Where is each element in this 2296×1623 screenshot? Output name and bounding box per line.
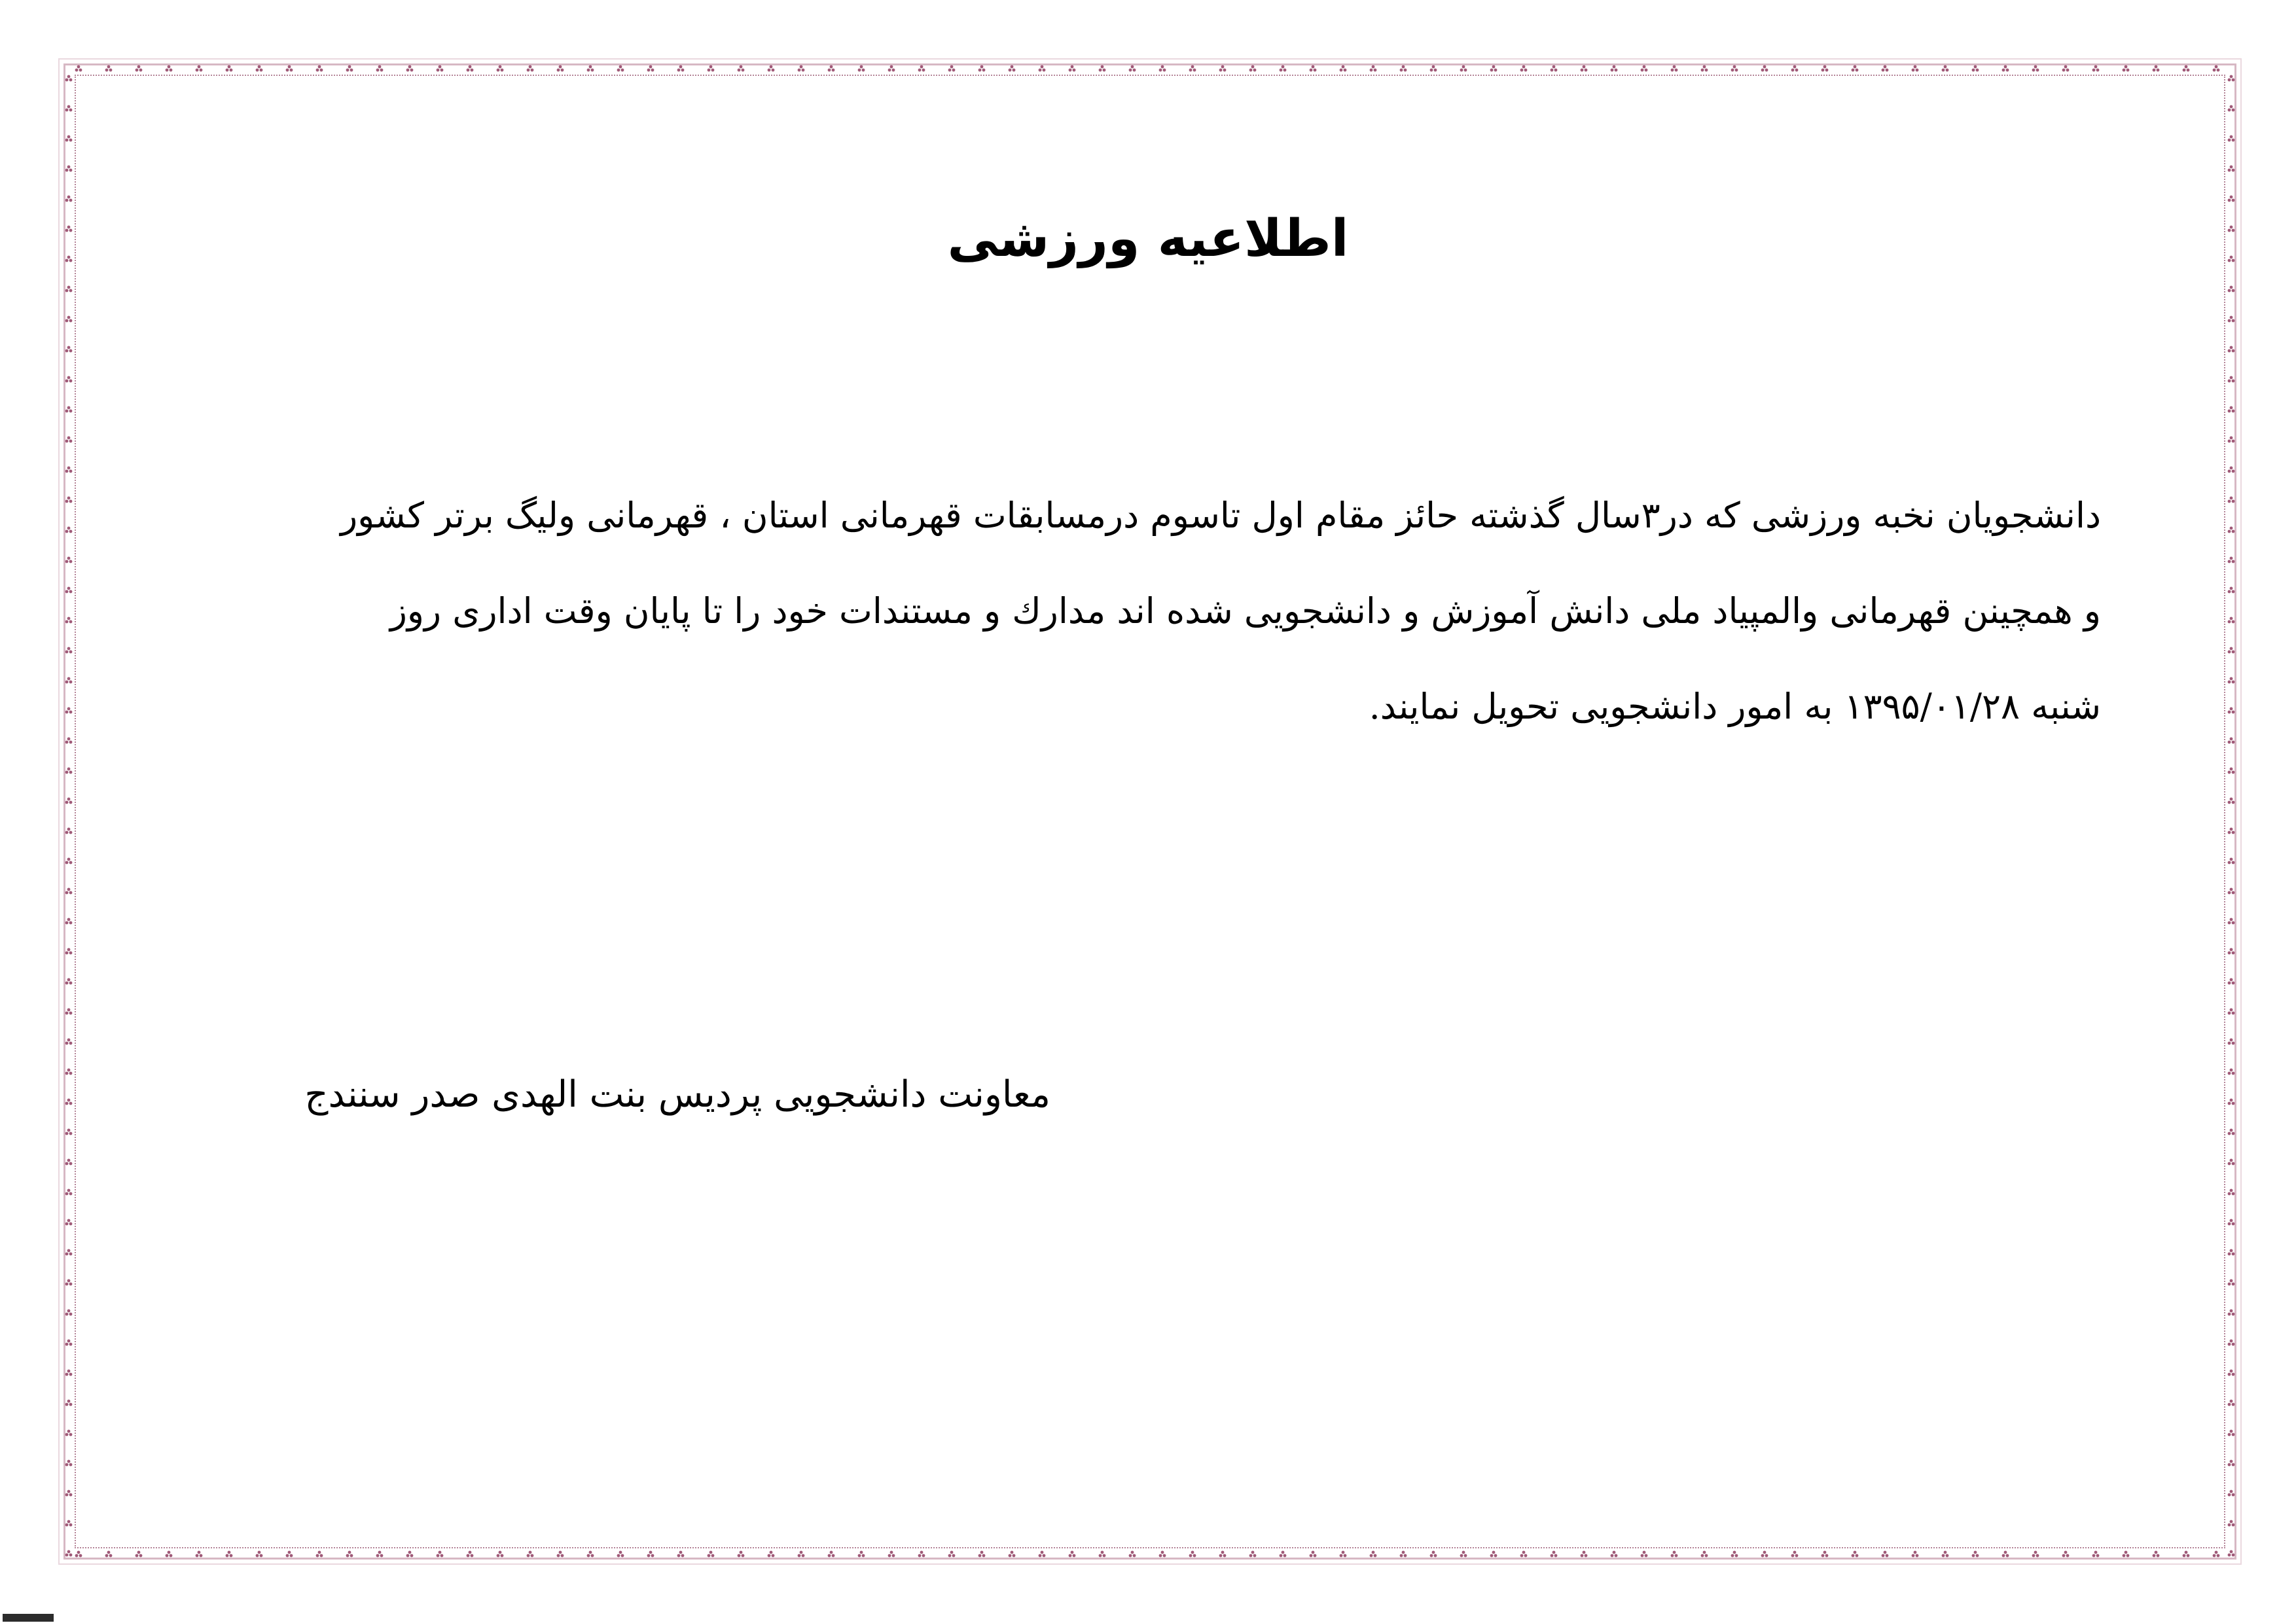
flower-dot-icon <box>768 1551 775 1558</box>
flower-dot-icon <box>346 65 353 72</box>
flower-dot-icon <box>1490 65 1498 72</box>
flower-dot-icon <box>1099 65 1106 72</box>
flower-dot-icon <box>1551 1551 1558 1558</box>
flower-dot-icon <box>1430 1551 1437 1558</box>
flower-dot-icon <box>1701 65 1708 72</box>
flower-dot-icon <box>135 65 143 72</box>
flower-dot-icon <box>2228 1039 2235 1045</box>
body-line-3: شنبه ۱۳۹۵/۰۱/۲۸ به امور دانشجویی تحویل نمایند. <box>1369 686 2101 727</box>
flower-dot-icon <box>2228 527 2235 533</box>
flower-dot-icon <box>65 828 73 834</box>
flower-dot-icon <box>166 65 173 72</box>
flower-dot-icon <box>1280 1551 1287 1558</box>
flower-dot-icon <box>1972 1551 1979 1558</box>
flower-dot-icon <box>2228 497 2235 503</box>
flower-dot-icon <box>1701 1551 1708 1558</box>
flower-dot-icon <box>2228 376 2235 383</box>
flower-dot-icon <box>978 65 986 72</box>
flower-dot-icon <box>65 948 73 955</box>
flower-dot-icon <box>2228 467 2235 473</box>
flower-dot-icon <box>1972 65 1979 72</box>
flower-dot-icon <box>858 1551 865 1558</box>
flower-dot-icon <box>2228 1249 2235 1256</box>
flower-dot-icon <box>2228 1099 2235 1105</box>
flower-dot-icon <box>256 65 263 72</box>
flower-dot-icon <box>65 707 73 714</box>
flower-dot-icon <box>65 858 73 865</box>
flower-dot-icon <box>2153 65 2160 72</box>
flower-dot-icon <box>65 1039 73 1045</box>
flower-dot-icon <box>65 647 73 654</box>
flower-dot-icon <box>135 1551 143 1558</box>
flower-dot-icon <box>65 1400 73 1406</box>
flower-dot-icon <box>1641 1551 1648 1558</box>
flower-dot-icon <box>978 1551 986 1558</box>
flower-dot-icon <box>2153 1551 2160 1558</box>
flower-dot-icon <box>1370 65 1377 72</box>
flower-dot-icon <box>65 978 73 985</box>
flower-dot-icon <box>2228 1189 2235 1196</box>
flower-dot-icon <box>1611 1551 1618 1558</box>
flower-dot-icon <box>1340 65 1347 72</box>
flower-dot-icon <box>1671 1551 1678 1558</box>
flower-dot-icon <box>65 467 73 473</box>
flower-dot-icon <box>65 1008 73 1015</box>
flower-dot-icon <box>527 65 534 72</box>
flower-dot-icon <box>2062 65 2070 72</box>
flower-dot-icon <box>196 65 203 72</box>
flower-dot-icon <box>65 918 73 925</box>
flower-dot-icon <box>2228 1159 2235 1166</box>
flower-dot-icon <box>2092 65 2100 72</box>
flower-dot-icon <box>2228 888 2235 895</box>
flower-dot-icon <box>497 65 504 72</box>
flower-dot-icon <box>2228 768 2235 774</box>
flower-dot-icon <box>226 65 233 72</box>
flower-dot-icon <box>2228 798 2235 804</box>
flower-dot-icon <box>1882 65 1889 72</box>
flower-dot-icon <box>1671 65 1678 72</box>
flower-dot-icon <box>828 1551 835 1558</box>
flower-dot-icon <box>1400 1551 1407 1558</box>
flower-dot-icon <box>1069 65 1076 72</box>
flower-dot-icon <box>2228 437 2235 443</box>
body-line-2: و همچینن قهرمانی والمپیاد ملی دانش آموزش و دانشجویی شده اند مدارك و مستندات خود را تا پایان وقت اداری روز <box>389 590 2101 632</box>
page-title: اطلاعیه ورزشی <box>947 209 1349 268</box>
flower-dot-icon <box>65 1129 73 1135</box>
flower-dot-icon <box>196 1551 203 1558</box>
flower-dot-icon <box>2228 858 2235 865</box>
flower-dot-icon <box>65 1520 73 1527</box>
flower-dot-icon <box>226 1551 233 1558</box>
flower-dot-icon <box>1310 65 1317 72</box>
flower-dot-icon <box>617 1551 624 1558</box>
flower-dot-icon <box>75 65 82 72</box>
flower-dot-icon <box>65 135 73 142</box>
flower-dot-icon <box>2228 978 2235 985</box>
flower-dot-icon <box>1611 65 1618 72</box>
flower-dot-icon <box>65 1310 73 1316</box>
flower-dot-icon <box>2228 1310 2235 1316</box>
flower-dot-icon <box>2228 1008 2235 1015</box>
flower-dot-icon <box>1731 65 1738 72</box>
flower-dot-icon <box>65 1370 73 1376</box>
flower-dot-icon <box>467 65 474 72</box>
flower-dot-icon <box>1821 65 1829 72</box>
flower-dot-icon <box>2228 918 2235 925</box>
flower-dot-icon <box>557 1551 564 1558</box>
flower-dot-icon <box>2213 65 2220 72</box>
flower-dot-icon <box>1551 65 1558 72</box>
flower-dot-icon <box>557 65 564 72</box>
flower-dot-icon <box>1310 1551 1317 1558</box>
flower-dot-icon <box>1942 65 1949 72</box>
flower-dot-icon <box>105 65 113 72</box>
flower-dot-icon <box>768 65 775 72</box>
flower-dot-icon <box>888 65 895 72</box>
flower-dot-icon <box>1219 1551 1227 1558</box>
flower-dot-icon <box>65 1430 73 1436</box>
flower-dot-icon <box>2228 346 2235 353</box>
flower-dot-icon <box>1159 1551 1166 1558</box>
flower-dot-icon <box>2228 677 2235 684</box>
flower-dot-icon <box>1852 1551 1859 1558</box>
flower-dot-icon <box>497 1551 504 1558</box>
flower-dot-icon <box>2123 1551 2130 1558</box>
footer-watermark <box>3 1614 54 1622</box>
flower-dot-icon <box>316 65 323 72</box>
flower-dot-icon <box>1159 65 1166 72</box>
flower-dot-icon <box>65 1490 73 1497</box>
flower-dot-icon <box>1761 1551 1768 1558</box>
flower-dot-icon <box>2183 1551 2190 1558</box>
flower-dot-icon <box>2228 1370 2235 1376</box>
flower-dot-icon <box>1249 65 1257 72</box>
flower-dot-icon <box>677 65 685 72</box>
flower-dot-icon <box>1039 1551 1046 1558</box>
flower-dot-icon <box>888 1551 895 1558</box>
flower-dot-icon <box>587 65 594 72</box>
flower-dot-icon <box>1581 1551 1588 1558</box>
flower-dot-icon <box>2228 1069 2235 1075</box>
flower-dot-icon <box>2228 1129 2235 1135</box>
flower-dot-icon <box>75 1551 82 1558</box>
flower-dot-icon <box>2228 647 2235 654</box>
flower-dot-icon <box>346 1551 353 1558</box>
flower-dot-icon <box>708 1551 715 1558</box>
flower-dot-icon <box>918 1551 925 1558</box>
flower-dot-icon <box>65 1340 73 1346</box>
flower-dot-icon <box>708 65 715 72</box>
flower-dot-icon <box>1340 1551 1347 1558</box>
flower-dot-icon <box>1099 1551 1106 1558</box>
flower-dot-icon <box>2228 1219 2235 1226</box>
flower-dot-icon <box>527 1551 534 1558</box>
flower-dot-icon <box>65 316 73 323</box>
flower-dot-icon <box>2228 1520 2235 1527</box>
flower-dot-icon <box>2032 1551 2039 1558</box>
flower-dot-icon <box>2228 738 2235 744</box>
flower-dot-icon <box>1882 1551 1889 1558</box>
flower-dot-icon <box>2228 166 2235 172</box>
flower-dot-icon <box>2228 1279 2235 1286</box>
flower-dot-icon <box>2002 1551 2009 1558</box>
flower-dot-icon <box>2228 587 2235 594</box>
flower-dot-icon <box>647 1551 655 1558</box>
flower-dot-icon <box>65 286 73 293</box>
flower-dot-icon <box>65 497 73 503</box>
flower-dot-icon <box>2123 65 2130 72</box>
flower-dot-icon <box>65 1249 73 1256</box>
flower-dot-icon <box>65 1159 73 1166</box>
flower-dot-icon <box>437 65 444 72</box>
flower-dot-icon <box>65 1069 73 1075</box>
flower-dot-icon <box>1581 65 1588 72</box>
border-ornaments <box>63 63 2236 1560</box>
flower-dot-icon <box>2228 406 2235 413</box>
flower-dot-icon <box>587 1551 594 1558</box>
flower-dot-icon <box>1370 1551 1377 1558</box>
flower-dot-icon <box>2183 65 2190 72</box>
flower-dot-icon <box>437 1551 444 1558</box>
flower-dot-icon <box>65 196 73 202</box>
flower-dot-icon <box>2032 65 2039 72</box>
flower-dot-icon <box>1852 65 1859 72</box>
flower-dot-icon <box>256 1551 263 1558</box>
flower-dot-icon <box>1520 1551 1528 1558</box>
flower-dot-icon <box>65 1460 73 1467</box>
flower-dot-icon <box>2062 1551 2070 1558</box>
flower-dot-icon <box>798 65 805 72</box>
flower-dot-icon <box>65 1099 73 1105</box>
flower-dot-icon <box>467 1551 474 1558</box>
flower-dot-icon <box>1280 65 1287 72</box>
flower-dot-icon <box>1791 1551 1799 1558</box>
flower-dot-icon <box>948 65 956 72</box>
flower-dot-icon <box>1641 65 1648 72</box>
flower-dot-icon <box>1129 65 1136 72</box>
flower-dot-icon <box>677 1551 685 1558</box>
flower-dot-icon <box>316 1551 323 1558</box>
flower-dot-icon <box>918 65 925 72</box>
flower-dot-icon <box>798 1551 805 1558</box>
flower-dot-icon <box>2228 557 2235 563</box>
flower-dot-icon <box>2228 707 2235 714</box>
flower-dot-icon <box>65 406 73 413</box>
flower-dot-icon <box>2228 105 2235 112</box>
flower-dot-icon <box>1009 1551 1016 1558</box>
flower-dot-icon <box>2228 1550 2235 1557</box>
flower-dot-icon <box>406 1551 414 1558</box>
flower-dot-icon <box>647 65 655 72</box>
flower-dot-icon <box>65 738 73 744</box>
flower-dot-icon <box>2092 1551 2100 1558</box>
flower-dot-icon <box>65 1279 73 1286</box>
flower-dot-icon <box>65 888 73 895</box>
announcement-body <box>200 468 2101 755</box>
flower-dot-icon <box>1791 65 1799 72</box>
flower-dot-icon <box>65 617 73 624</box>
flower-dot-icon <box>2228 75 2235 82</box>
flower-dot-icon <box>738 65 745 72</box>
flower-dot-icon <box>2228 617 2235 624</box>
flower-dot-icon <box>1039 65 1046 72</box>
flower-dot-icon <box>1009 65 1016 72</box>
signature-line: معاونت دانشجویی پردیس بنت الهدی صدر سنندج <box>304 1073 1050 1116</box>
flower-dot-icon <box>2228 135 2235 142</box>
flower-dot-icon <box>738 1551 745 1558</box>
flower-dot-icon <box>65 75 73 82</box>
flower-dot-icon <box>2002 65 2009 72</box>
flower-dot-icon <box>65 1189 73 1196</box>
flower-dot-icon <box>65 1550 73 1557</box>
flower-dot-icon <box>2228 286 2235 293</box>
flower-dot-icon <box>1520 65 1528 72</box>
flower-dot-icon <box>2228 948 2235 955</box>
flower-dot-icon <box>105 1551 113 1558</box>
flower-dot-icon <box>1912 65 1919 72</box>
flower-dot-icon <box>65 798 73 804</box>
flower-dot-icon <box>286 65 293 72</box>
flower-dot-icon <box>376 1551 384 1558</box>
flower-dot-icon <box>948 1551 956 1558</box>
flower-dot-icon <box>65 587 73 594</box>
flower-dot-icon <box>1129 1551 1136 1558</box>
flower-dot-icon <box>286 1551 293 1558</box>
flower-dot-icon <box>617 65 624 72</box>
flower-dot-icon <box>1731 1551 1738 1558</box>
flower-dot-icon <box>1430 65 1437 72</box>
flower-dot-icon <box>65 166 73 172</box>
flower-dot-icon <box>2228 1460 2235 1467</box>
flower-dot-icon <box>65 557 73 563</box>
flower-dot-icon <box>1069 1551 1076 1558</box>
flower-dot-icon <box>65 527 73 533</box>
flower-dot-icon <box>65 1219 73 1226</box>
flower-dot-icon <box>2228 1340 2235 1346</box>
flower-dot-icon <box>2228 316 2235 323</box>
flower-dot-icon <box>1460 1551 1467 1558</box>
flower-dot-icon <box>1249 1551 1257 1558</box>
flower-dot-icon <box>65 677 73 684</box>
flower-dot-icon <box>1912 1551 1919 1558</box>
flower-dot-icon <box>2228 196 2235 202</box>
flower-dot-icon <box>65 768 73 774</box>
flower-dot-icon <box>2228 828 2235 834</box>
flower-dot-icon <box>406 65 414 72</box>
flower-dot-icon <box>65 105 73 112</box>
flower-dot-icon <box>1189 65 1196 72</box>
flower-dot-icon <box>65 437 73 443</box>
flower-dot-icon <box>1761 65 1768 72</box>
flower-dot-icon <box>166 1551 173 1558</box>
flower-dot-icon <box>1219 65 1227 72</box>
flower-dot-icon <box>65 376 73 383</box>
flower-dot-icon <box>2213 1551 2220 1558</box>
flower-dot-icon <box>858 65 865 72</box>
flower-dot-icon <box>828 65 835 72</box>
flower-dot-icon <box>2228 1400 2235 1406</box>
flower-dot-icon <box>1460 65 1467 72</box>
flower-dot-icon <box>1490 1551 1498 1558</box>
flower-dot-icon <box>1189 1551 1196 1558</box>
flower-dot-icon <box>376 65 384 72</box>
flower-dot-icon <box>2228 1490 2235 1497</box>
flower-dot-icon <box>1821 1551 1829 1558</box>
body-line-1: دانشجویان نخبه ورزشی که در۳سال گذشته حائز مقام اول تاسوم درمسابقات قهرمانی استان ، قهرمانی ولیگ برتر کشور <box>340 495 2101 536</box>
flower-dot-icon <box>1942 1551 1949 1558</box>
flower-dot-icon <box>2228 1430 2235 1436</box>
flower-dot-icon <box>65 346 73 353</box>
flower-dot-icon <box>1400 65 1407 72</box>
